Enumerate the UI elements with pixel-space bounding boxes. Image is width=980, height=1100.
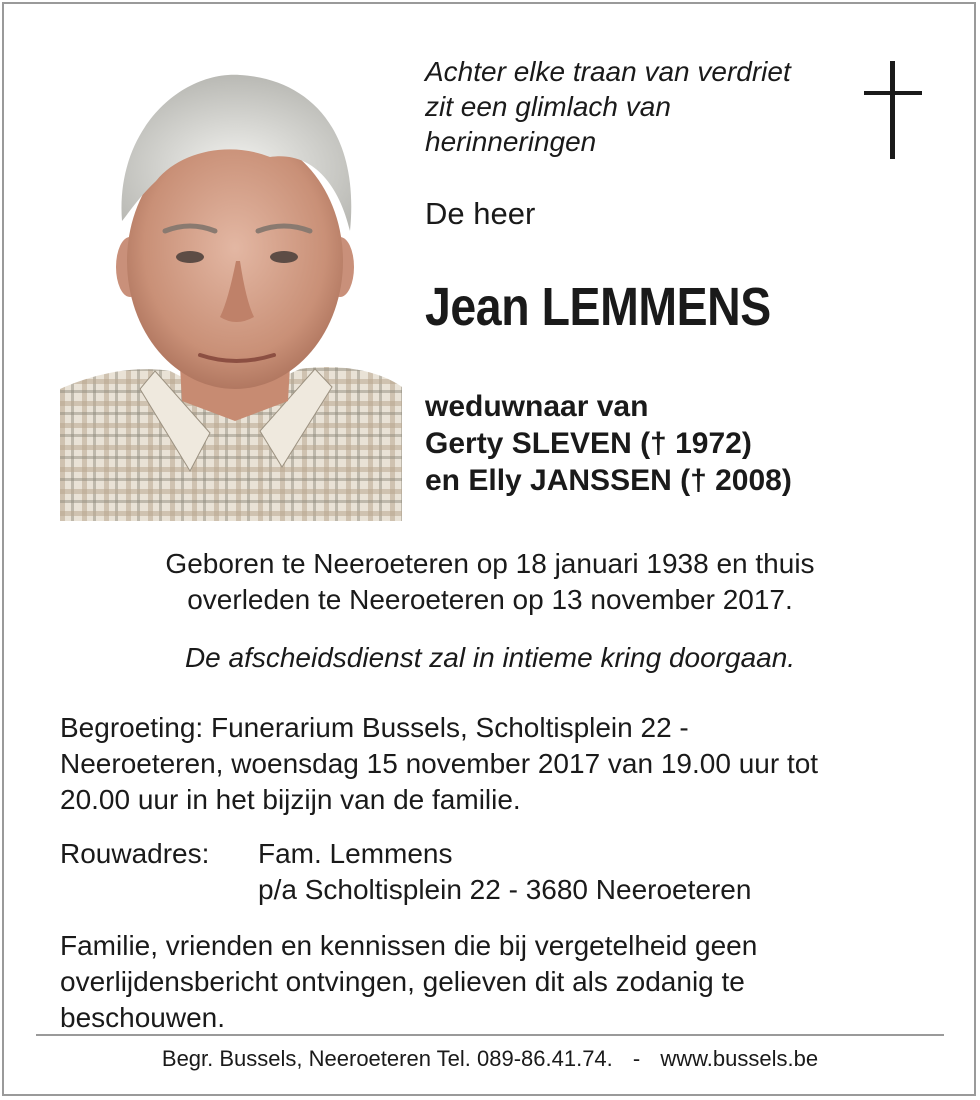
- address-line: p/a Scholtisplein 22 - 3680 Neeroeteren: [258, 874, 752, 905]
- spouse-info: [425, 388, 792, 499]
- quote-line: zit een glimlach van: [425, 91, 671, 122]
- address-lines: [258, 836, 751, 908]
- spouse-line: en Elly JANSSEN († 2008): [425, 464, 792, 497]
- deceased-name: Jean LEMMENS: [425, 277, 771, 337]
- family-line: overlijdensbericht ontvingen, gelieven dit als zodanig te: [60, 966, 745, 997]
- footer-website-link[interactable]: www.bussels.be: [660, 1046, 819, 1071]
- footer-separator: -: [632, 1046, 641, 1071]
- family-line: Familie, vrienden en kennissen die bij vergetelheid geen: [60, 930, 758, 961]
- birth-line: Geboren te Neeroeteren op 18 januari 1938 en thuis: [165, 548, 815, 579]
- family-notice: [60, 928, 940, 1036]
- memorial-quote: [425, 54, 855, 159]
- greeting-line: Neeroeteren, woensdag 15 november 2017 van 19.00 uur tot: [60, 748, 819, 779]
- address-label: Rouwadres:: [60, 838, 210, 869]
- portrait-photo: [60, 71, 402, 521]
- footer-company: Begr. Bussels, Neeroeteren Tel. 089-86.41.74.: [161, 1046, 613, 1071]
- quote-line: herinneringen: [425, 126, 597, 157]
- footer: [36, 1046, 944, 1072]
- salutation: De heer: [425, 196, 536, 231]
- address-line: Fam. Lemmens: [258, 838, 453, 869]
- greeting-line: 20.00 uur in het bijzijn van de familie.: [60, 784, 521, 815]
- footer-divider: [36, 1034, 944, 1036]
- family-line: beschouwen.: [60, 1002, 226, 1033]
- birth-death-info: [60, 546, 920, 618]
- spouse-line: Gerty SLEVEN († 1972): [425, 427, 752, 460]
- service-note: De afscheidsdienst zal in intieme kring doorgaan.: [184, 642, 796, 673]
- greeting-line: Begroeting: Funerarium Bussels, Scholtisplein 22 -: [60, 712, 689, 743]
- latin-cross-icon: [864, 61, 922, 159]
- birth-line: overleden te Neeroeteren op 13 november 2017.: [187, 584, 793, 615]
- visitation-info: [60, 710, 940, 818]
- quote-line: Achter elke traan van verdriet: [425, 56, 791, 87]
- spouse-line: weduwnaar van: [425, 390, 649, 423]
